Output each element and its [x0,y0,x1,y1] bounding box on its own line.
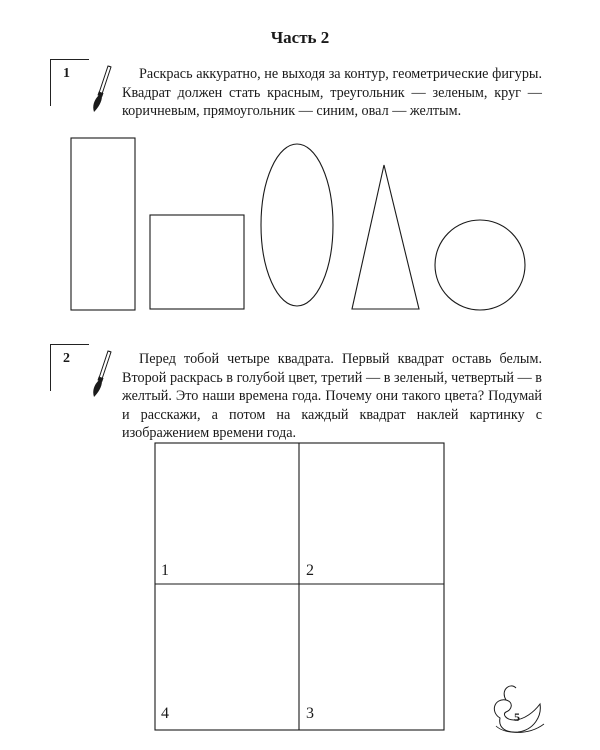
task1-text: Раскрась аккуратно, не выходя за контур, геометрические фигуры. Квадрат должен стать красным, треугольник — зеленым, круг — коричневым, прямоугольник — синим, овал — желтым. [122,66,542,120]
grid-label-3: 3 [306,705,314,722]
page-title: Часть 2 [270,28,330,47]
task2-text: Перед тобой четыре квадрата. Первый квадрат оставь белым. Второй раскрась в голубой цвет, третий — в зеленый, четвертый — в желтый. Это наши времена года. Почему они такого цвета? Подумай и расскажи, а потом на каждый квадрат наклей картинку с изображением времени года. [122,351,542,442]
grid-label-1: 1 [161,562,169,579]
grid-label-2: 2 [306,562,314,579]
page-number: 5 [514,710,520,724]
task2-number: 2 [63,351,70,366]
grid-label-4: 4 [161,705,169,722]
task1-number: 1 [63,66,70,81]
